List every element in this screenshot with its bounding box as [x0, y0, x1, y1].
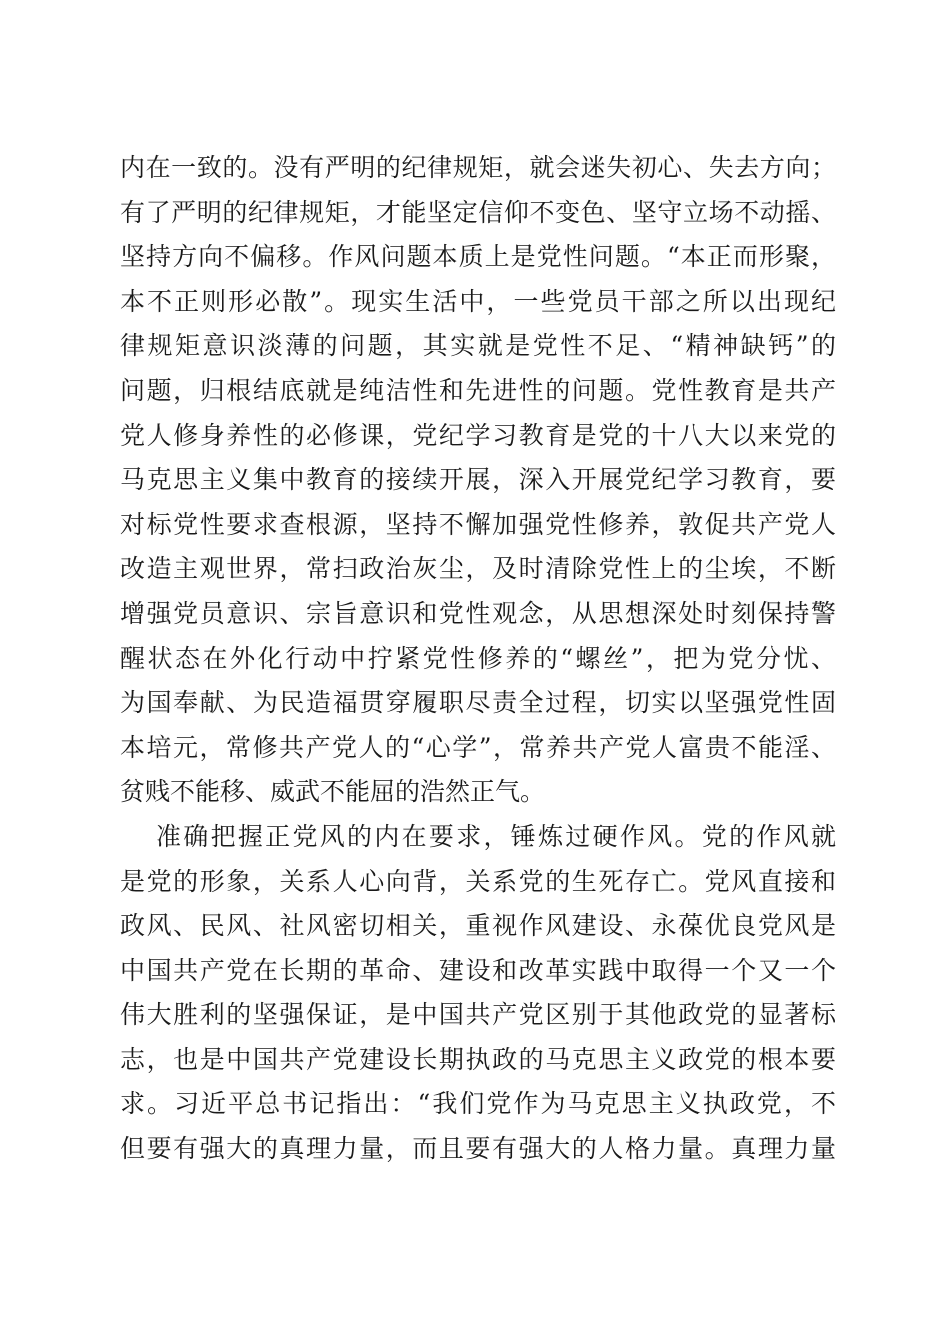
text-line: 伟大胜利的坚强保证，是中国共产党区别于其他政党的显著标 — [120, 1000, 836, 1030]
text-line: 政风、民风、社风密切相关，重视作风建设、永葆优良党风是 — [120, 911, 836, 941]
text-line: 是党的形象，关系人心向背，关系党的生死存亡。党风直接和 — [120, 866, 836, 896]
text-line: 本不正则形必散”。现实生活中，一些党员干部之所以出现纪 — [120, 286, 836, 316]
text-line: 律规矩意识淡薄的问题，其实就是党性不足、“精神缺钙”的 — [120, 331, 836, 361]
paragraph-2 — [120, 815, 836, 1172]
body-text — [120, 146, 836, 1172]
text-line: 对标党性要求查根源，坚持不懈加强党性修养，敦促共产党人 — [120, 509, 836, 539]
text-line: 为国奉献、为民造福贯穿履职尽责全过程，切实以坚强党性固 — [120, 688, 836, 718]
text-line: 改造主观世界，常扫政治灰尘，及时清除党性上的尘埃，不断 — [120, 554, 836, 584]
text-line: 党人修身养性的必修课，党纪学习教育是党的十八大以来党的 — [120, 420, 836, 450]
text-line: 志，也是中国共产党建设长期执政的马克思主义政党的根本要 — [120, 1044, 836, 1074]
text-line: 贫贱不能移、威武不能屈的浩然正气。 — [120, 777, 546, 807]
text-line: 准确把握正党风的内在要求，锤炼过硬作风。党的作风就 — [156, 821, 836, 851]
text-line: 坚持方向不偏移。作风问题本质上是党性问题。“本正而形聚， — [120, 242, 836, 272]
text-line: 求。习近平总书记指出：“我们党作为马克思主义执政党，不 — [120, 1089, 836, 1119]
text-line: 醒状态在外化行动中拧紧党性修养的“螺丝”，把为党分忧、 — [120, 643, 836, 673]
paragraph-1 — [120, 146, 836, 815]
text-line: 中国共产党在长期的革命、建设和改革实践中取得一个又一个 — [120, 955, 836, 985]
text-line: 增强党员意识、宗旨意识和党性观念，从思想深处时刻保持警 — [120, 598, 836, 628]
text-line: 内在一致的。没有严明的纪律规矩，就会迷失初心、失去方向； — [120, 153, 836, 182]
text-line: 但要有强大的真理力量，而且要有强大的人格力量。真理力量 — [120, 1134, 836, 1164]
text-line: 问题，归根结底就是纯洁性和先进性的问题。党性教育是共产 — [120, 375, 836, 405]
text-line: 有了严明的纪律规矩，才能坚定信仰不变色、坚守立场不动摇、 — [120, 197, 836, 227]
text-line: 本培元，常修共产党人的“心学”，常养共产党人富贵不能淫、 — [120, 732, 836, 762]
text-line: 马克思主义集中教育的接续开展，深入开展党纪学习教育，要 — [120, 465, 836, 495]
